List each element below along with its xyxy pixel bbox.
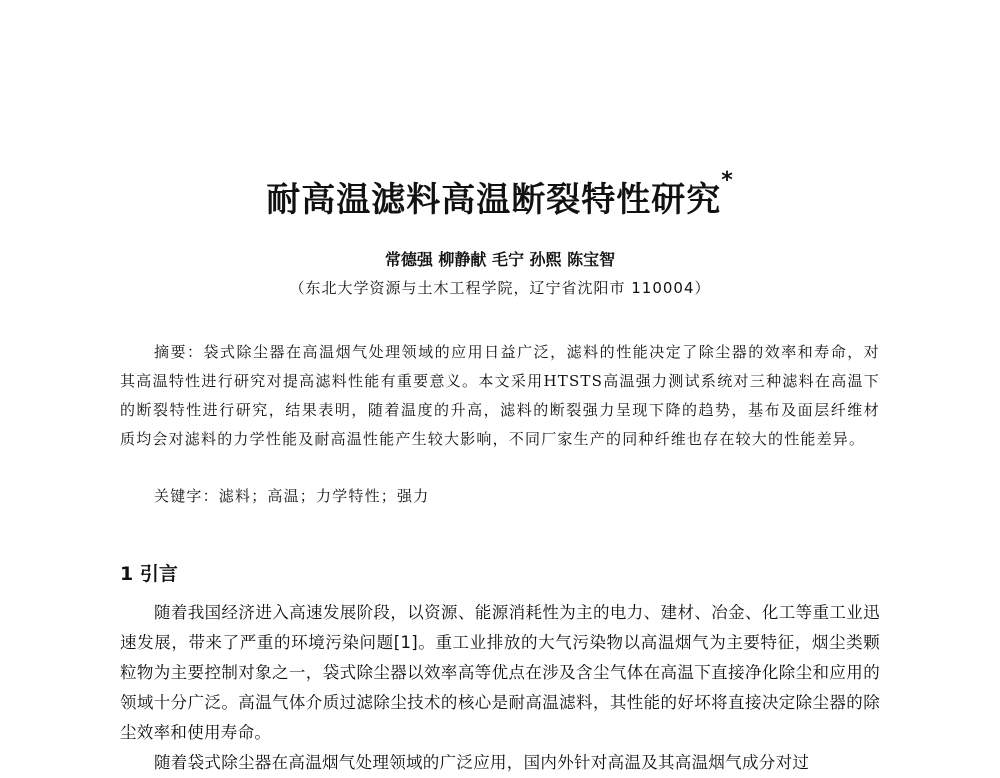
- abstract: 摘要：袋式除尘器在高温烟气处理领域的应用日益广泛，滤料的性能决定了除尘器的效率和寿命，对其高温特性进行研究对提高滤料性能有重要意义。本文采用HTSTS高温强力测试系统对三种滤料在高温下的断裂特性进行研究，结果表明，随着温度的升高，滤料的断裂强力呈现下降的趋势，基布及面层纤维材质均会对滤料的力学性能及耐高温性能产生较大影响，不同厂家生产的同种纤维也存在较大的性能差异。: [120, 343, 880, 448]
- paper-title-text: 耐高温滤料高温断裂特性研究: [266, 180, 722, 220]
- body-paragraph: 随着我国经济进入高速发展阶段，以资源、能源消耗性为主的电力、建材、冶金、化工等重工业迅速发展，带来了严重的环境污染问题[1]。重工业排放的大气污染物以高温烟气为主要特征，烟尘类颗粒物为主要控制对象之一，袋式除尘器以效率高等优点在涉及含尘气体在高温下直接净化除尘和应用的领域十分广泛。高温气体介质过滤除尘技术的核心是耐高温滤料，其性能的好坏将直接决定除尘器的除尘效率和使用寿命。: [120, 603, 880, 742]
- paper-title: [0, 168, 1000, 221]
- body-paragraph: 随着袋式除尘器在高温烟气处理领域的广泛应用，国内外针对高温及其高温烟气成分对过: [154, 753, 810, 772]
- affiliation: （东北大学资源与土木工程学院，辽宁省沈阳市 110004）: [289, 279, 711, 297]
- author-list: 常德强 柳静献 毛宁 孙熙 陈宝智: [384, 250, 616, 269]
- keywords: 关键字：滤料；高温；力学特性；强力: [154, 487, 430, 505]
- title-footnote-mark: *: [721, 168, 734, 193]
- section-heading-introduction: 1 引言: [120, 563, 178, 585]
- body-text: [120, 598, 880, 778]
